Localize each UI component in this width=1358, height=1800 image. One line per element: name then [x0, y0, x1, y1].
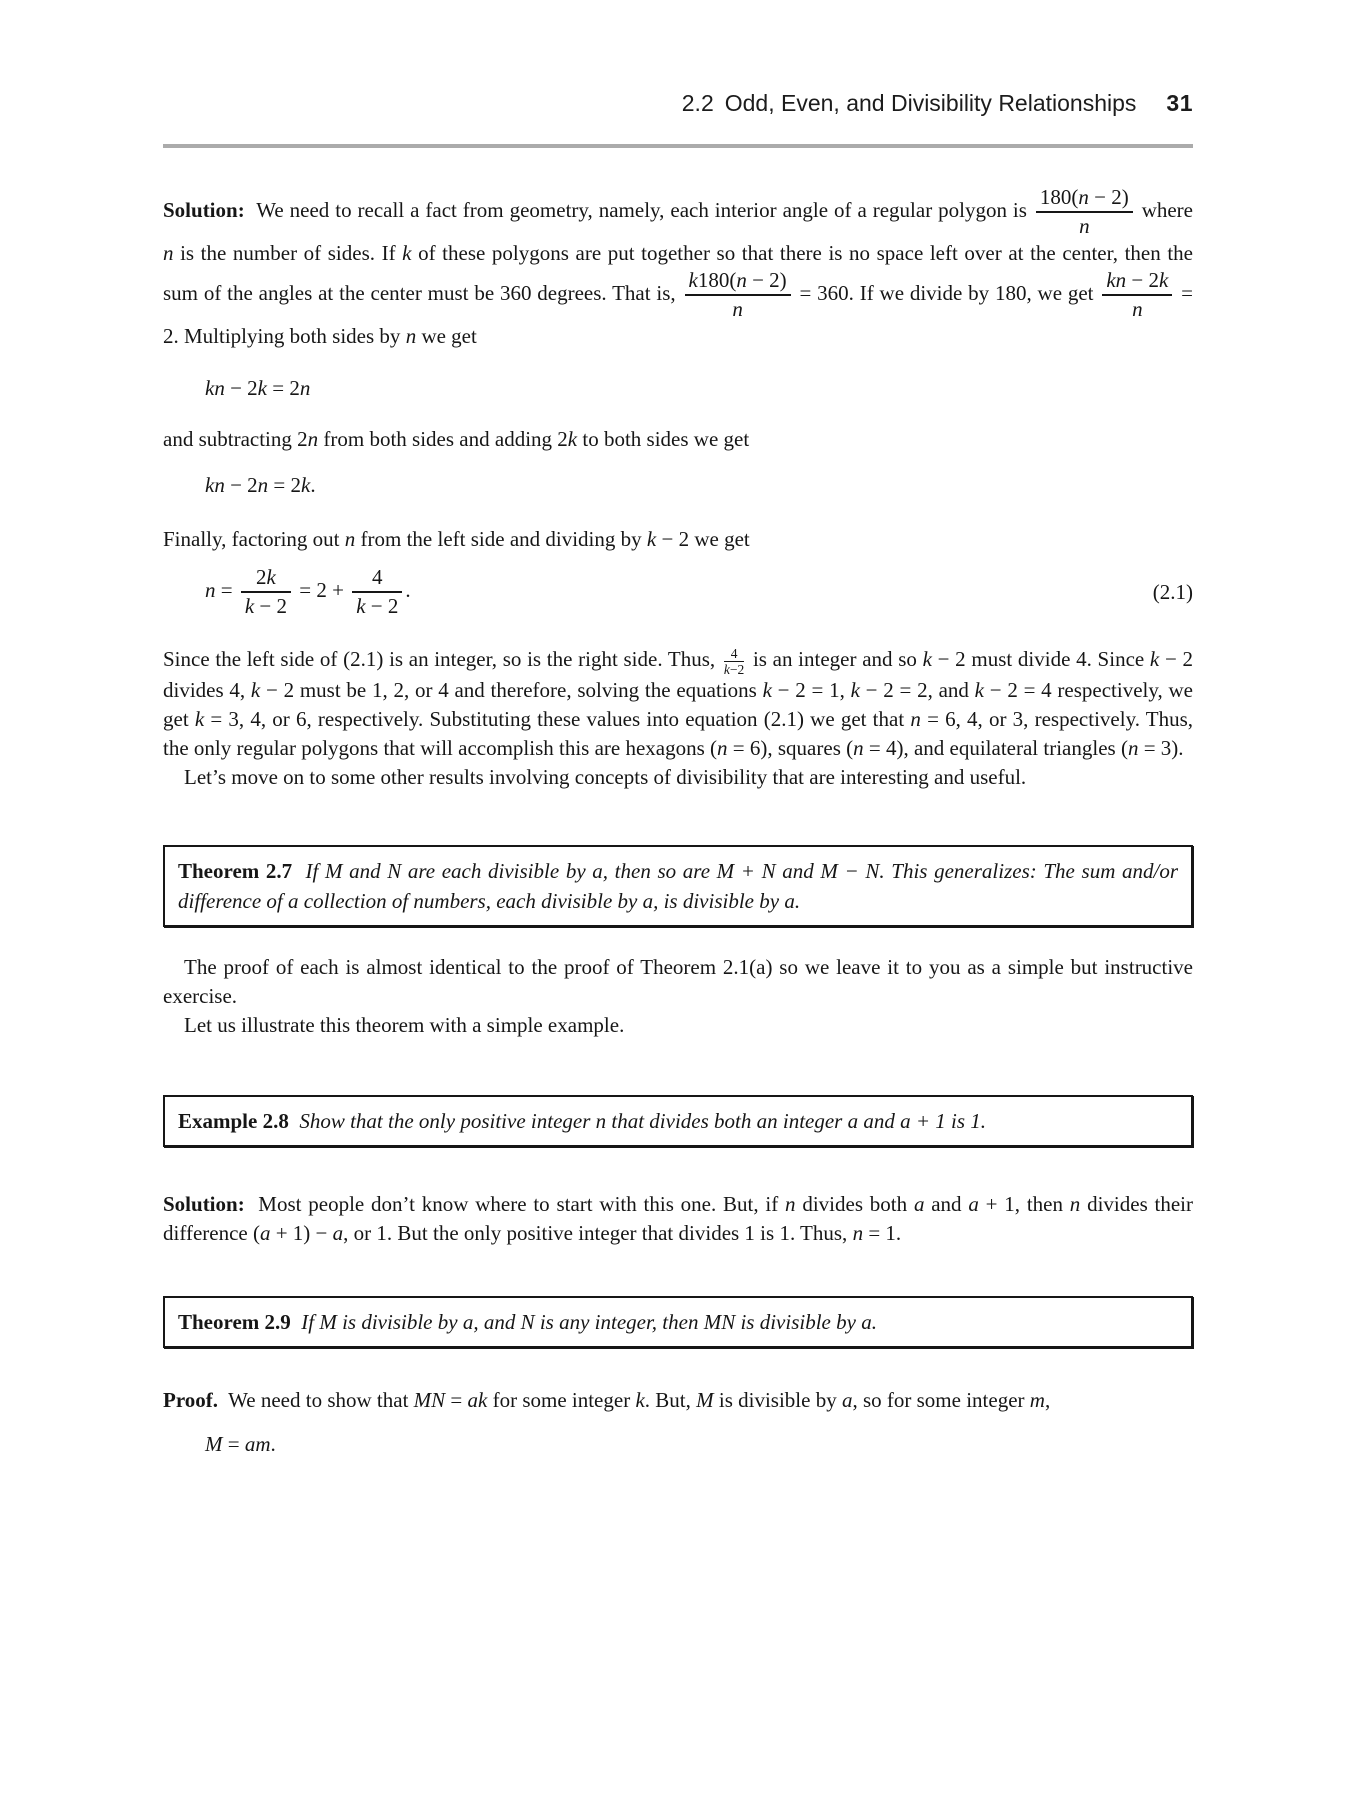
fraction-2k-over-k-2: $\frac{2k}{k - 2}$ [241, 565, 291, 619]
equation-number-2-1: (2.1) [1152, 580, 1193, 604]
display-equation-m-am: M = am. [205, 1432, 276, 1456]
theorem-2-7-box [163, 845, 1193, 927]
paragraph-lets-move-on: Let’s move on to some other results involving concepts of divisibility that are interesting and useful. [184, 765, 1027, 789]
page-number: 31 [1166, 90, 1193, 116]
paragraph-text: = 360. If we divide by 180, we get [793, 280, 1100, 305]
section-number: 2.2 [681, 90, 714, 116]
fraction-k180n-over-n: $\frac{k180(n - 2)}{n}$ [685, 268, 791, 322]
example-2-8-statement: Example 2.8 Show that the only positive integer n that divides both an integer a and a + 1 is 1. [178, 1109, 987, 1133]
paragraph-proof-of-each: The proof of each is almost identical to the proof of Theorem 2.1(a) so we leave it to you as a simple but instructive exercise. [163, 955, 1193, 1008]
proof-paragraph: Proof. We need to show that MN = ak for some integer k. But, M is divisible by a, so for some integer m, [163, 1388, 1051, 1412]
paragraph-text: Solution: We need to recall a fact from geometry, namely, each interior angle of a regular polygon is [163, 197, 1033, 222]
fraction-4-over-k-2: $\frac{4}{k - 2}$ [352, 565, 402, 619]
paragraph-since-left-side: Since the left side of (2.1) is an integer, so is the right side. Thus, $\frac{4}{k-2}$ is an integer and so k − 2 must divide 4. Since k − 2 divides 4, k − 2 must be 1, 2, or 4 and therefore, solving the equations k − 2 = 1, k − 2 = 2, and k − 2 = 4 respectively, we get k = 3, 4, or 6, respectively. Substituting these values into equation (2.1) we get that n = 6, 4, or 3, respectively. Thus, the only regular polygons that will accomplish this are hexagons (n = 6), squares (n = 4), and equilateral triangles (n = 3). [163, 646, 1194, 760]
inline-fraction-4-over-k-2: $\frac{4}{k-2}$ [723, 646, 745, 677]
content-column [163, 0, 1193, 1459]
section-title: Odd, Even, and Divisibility Relationships [724, 90, 1137, 116]
example-2-8-box [163, 1095, 1193, 1147]
fraction-kn-2k-over-n: $\frac{kn - 2k}{n}$ [1102, 268, 1172, 322]
paragraph-let-us-illustrate: Let us illustrate this theorem with a simple example. [184, 1013, 625, 1037]
paragraph-text: = 2. Multiplying both sides by n we get [163, 280, 1194, 348]
paragraph-factoring: Finally, factoring out n from the left side and dividing by k − 2 we get [163, 527, 750, 551]
solution-paragraph-polygon [163, 185, 1193, 351]
fraction-180n-over-n: $\frac{180(n - 2)}{n}$ [1036, 185, 1133, 239]
paragraph-subtracting: and subtracting 2n from both sides and adding 2k to both sides we get [163, 427, 750, 451]
theorem-2-7-statement: Theorem 2.7 If M and N are each divisible by a, then so are M + N and M − N. This generalizes: The sum and/or difference of a collection of numbers, each divisible by a, is divisible by a. [178, 859, 1179, 913]
display-equation-kn-2k-2n: kn − 2k = 2n [205, 376, 311, 400]
solution-paragraph-example: Solution: Most people don’t know where to start with this one. But, if n divides both a and a + 1, then n divides their difference (a + 1) − a, or 1. But the only positive integer that divides 1 is 1. Thus, n = 1. [163, 1192, 1194, 1245]
paragraph-text: where n is the number of sides. If k of these polygons are put together so that there is no space left over at the center, then the sum of the angles at the center must be 360 degrees. That is, [163, 197, 1194, 305]
display-equation-2-1 [163, 565, 1193, 619]
theorem-2-9-box [163, 1296, 1193, 1348]
theorem-2-9-statement: Theorem 2.9 If M is divisible by a, and N is any integer, then MN is divisible by a. [178, 1310, 877, 1334]
equation-body: n = $\frac{2k}{k - 2}$ = 2 + $\frac{4}{k - 2}$ . [205, 565, 411, 618]
display-equation-kn-2n-2k: kn − 2n = 2k. [205, 473, 316, 497]
